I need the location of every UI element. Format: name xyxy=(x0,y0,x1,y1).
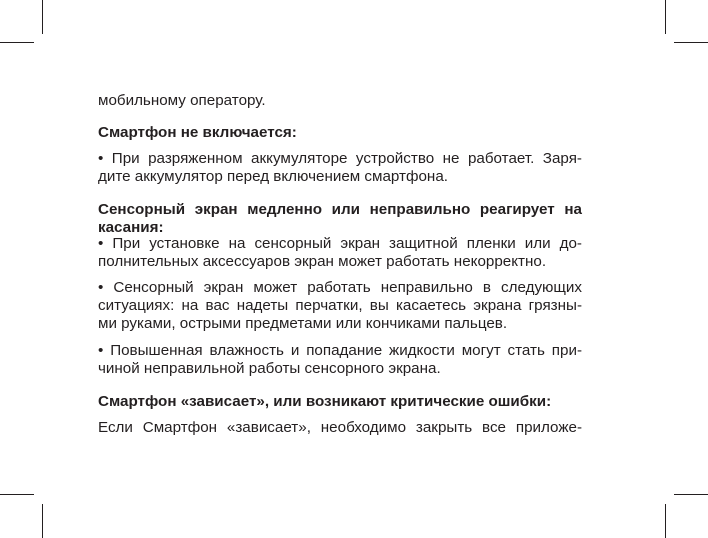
continued-text xyxy=(98,92,582,110)
text-line: ситуациях: на вас надеты перчатки, вы касаетесь экрана грязны- xyxy=(98,297,582,314)
text-line: полнительных аксессуаров экран может работать некорректно. xyxy=(98,253,547,270)
text-line: • При разряженном аккумуляторе устройство не работает. Заря- xyxy=(98,150,582,167)
heading-text: Смартфон не включается: xyxy=(98,124,297,141)
crop-mark xyxy=(665,504,666,538)
text-line: Если Смартфон «зависает», необходимо закрыть все приложе- xyxy=(98,419,582,436)
crop-mark xyxy=(674,42,708,43)
heading-text: Смартфон «зависает», или возникают критические ошибки: xyxy=(98,393,552,410)
crop-mark xyxy=(0,494,34,495)
section-heading xyxy=(98,201,582,237)
section-heading xyxy=(98,124,582,142)
crop-mark xyxy=(0,42,34,43)
paragraph xyxy=(98,279,582,333)
crop-mark xyxy=(42,504,43,538)
text-line: • Повышенная влажность и попадание жидкости могут стать при- xyxy=(98,342,582,359)
paragraph xyxy=(98,235,582,271)
heading-text: касания: xyxy=(98,219,164,236)
crop-mark xyxy=(665,0,666,34)
paragraph xyxy=(98,150,582,186)
paragraph xyxy=(98,342,582,378)
text-line: мобильному оператору. xyxy=(98,92,266,109)
text-line: дите аккумулятор перед включением смартфона. xyxy=(98,168,448,185)
section-heading xyxy=(98,393,582,411)
text-line: • Сенсорный экран может работать неправильно в следующих xyxy=(98,279,582,296)
text-line: чиной неправильной работы сенсорного экрана. xyxy=(98,360,441,377)
text-line: • При установке на сенсорный экран защитной пленки или до- xyxy=(98,235,582,252)
heading-text: Сенсорный экран медленно или неправильно реагирует на xyxy=(98,201,582,218)
text-line: ми руками, острыми предметами или кончиками пальцев. xyxy=(98,315,508,332)
crop-mark xyxy=(42,0,43,34)
paragraph xyxy=(98,419,582,437)
crop-mark xyxy=(674,494,708,495)
